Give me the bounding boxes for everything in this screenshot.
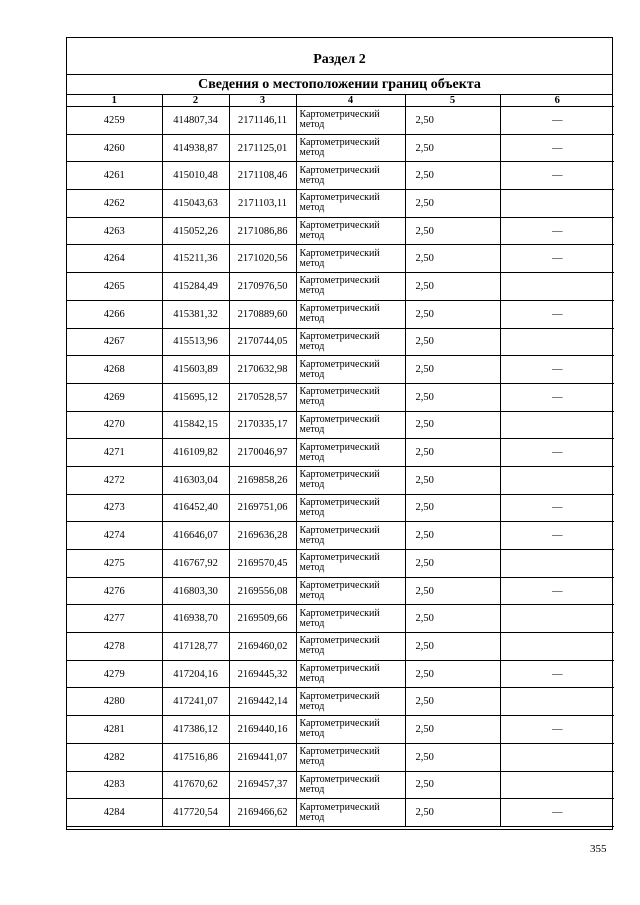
table-row: [67, 162, 614, 190]
accuracy-cell: 2,50: [405, 162, 500, 190]
description-cell: —: [500, 356, 614, 384]
x-coordinate-cell: 416938,70: [162, 605, 229, 633]
x-coordinate-cell: 415211,36: [162, 245, 229, 273]
x-coordinate-cell: 417128,77: [162, 633, 229, 661]
description-cell: —: [500, 660, 614, 688]
boundary-coordinates-table: [67, 95, 614, 827]
table-row: [67, 328, 614, 356]
accuracy-cell: 2,50: [405, 273, 500, 301]
point-number-cell: 4282: [67, 743, 162, 771]
point-number-cell: 4265: [67, 273, 162, 301]
method-cell: Картометрический метод: [296, 411, 405, 439]
column-header: 6: [500, 95, 614, 107]
accuracy-cell: 2,50: [405, 439, 500, 467]
y-coordinate-cell: 2169466,62: [229, 799, 296, 827]
table-row: [67, 439, 614, 467]
x-coordinate-cell: 415010,48: [162, 162, 229, 190]
table-row: [67, 550, 614, 578]
y-coordinate-cell: 2169441,07: [229, 743, 296, 771]
method-cell: Картометрический метод: [296, 771, 405, 799]
y-coordinate-cell: 2169858,26: [229, 466, 296, 494]
accuracy-cell: 2,50: [405, 577, 500, 605]
y-coordinate-cell: 2169445,32: [229, 660, 296, 688]
table-row: [67, 633, 614, 661]
description-cell: —: [500, 522, 614, 550]
point-number-cell: 4280: [67, 688, 162, 716]
method-cell: Картометрический метод: [296, 716, 405, 744]
method-cell: Картометрический метод: [296, 190, 405, 218]
accuracy-cell: 2,50: [405, 300, 500, 328]
accuracy-cell: 2,50: [405, 466, 500, 494]
description-cell: —: [500, 494, 614, 522]
method-cell: Картометрический метод: [296, 162, 405, 190]
table-row: [67, 494, 614, 522]
method-cell: Картометрический метод: [296, 273, 405, 301]
method-cell: Картометрический метод: [296, 799, 405, 827]
accuracy-cell: 2,50: [405, 743, 500, 771]
description-cell: —: [500, 799, 614, 827]
description-cell: —: [500, 162, 614, 190]
table-row: [67, 411, 614, 439]
point-number-cell: 4281: [67, 716, 162, 744]
accuracy-cell: 2,50: [405, 522, 500, 550]
accuracy-cell: 2,50: [405, 716, 500, 744]
x-coordinate-cell: 415513,96: [162, 328, 229, 356]
table-row: [67, 107, 614, 135]
accuracy-cell: 2,50: [405, 799, 500, 827]
table-row: [67, 577, 614, 605]
x-coordinate-cell: 415695,12: [162, 383, 229, 411]
x-coordinate-cell: 415043,63: [162, 190, 229, 218]
y-coordinate-cell: 2171108,46: [229, 162, 296, 190]
method-cell: Картометрический метод: [296, 577, 405, 605]
y-coordinate-cell: 2170046,97: [229, 439, 296, 467]
table-row: [67, 190, 614, 218]
table-row: [67, 466, 614, 494]
x-coordinate-cell: 415603,89: [162, 356, 229, 384]
point-number-cell: 4259: [67, 107, 162, 135]
description-cell: [500, 190, 614, 218]
accuracy-cell: 2,50: [405, 245, 500, 273]
y-coordinate-cell: 2169556,08: [229, 577, 296, 605]
column-header: 3: [229, 95, 296, 107]
point-number-cell: 4262: [67, 190, 162, 218]
y-coordinate-cell: 2169751,06: [229, 494, 296, 522]
column-header: 4: [296, 95, 405, 107]
table-row: [67, 300, 614, 328]
x-coordinate-cell: 415381,32: [162, 300, 229, 328]
point-number-cell: 4275: [67, 550, 162, 578]
method-cell: Картометрический метод: [296, 383, 405, 411]
accuracy-cell: 2,50: [405, 328, 500, 356]
x-coordinate-cell: 417670,62: [162, 771, 229, 799]
x-coordinate-cell: 417386,12: [162, 716, 229, 744]
accuracy-cell: 2,50: [405, 660, 500, 688]
description-cell: [500, 550, 614, 578]
y-coordinate-cell: 2169440,16: [229, 716, 296, 744]
method-cell: Картометрический метод: [296, 134, 405, 162]
description-cell: [500, 688, 614, 716]
description-cell: —: [500, 300, 614, 328]
method-cell: Картометрический метод: [296, 300, 405, 328]
table-row: [67, 356, 614, 384]
accuracy-cell: 2,50: [405, 411, 500, 439]
accuracy-cell: 2,50: [405, 383, 500, 411]
point-number-cell: 4266: [67, 300, 162, 328]
y-coordinate-cell: 2171125,01: [229, 134, 296, 162]
y-coordinate-cell: 2169457,37: [229, 771, 296, 799]
method-cell: Картометрический метод: [296, 550, 405, 578]
description-cell: —: [500, 245, 614, 273]
point-number-cell: 4278: [67, 633, 162, 661]
point-number-cell: 4283: [67, 771, 162, 799]
accuracy-cell: 2,50: [405, 107, 500, 135]
page-number: 355: [590, 843, 607, 855]
description-cell: [500, 771, 614, 799]
table-header-row: [67, 95, 614, 107]
accuracy-cell: 2,50: [405, 605, 500, 633]
point-number-cell: 4274: [67, 522, 162, 550]
x-coordinate-cell: 414938,87: [162, 134, 229, 162]
table-row: [67, 522, 614, 550]
section-title: Раздел 2: [313, 52, 366, 67]
table-row: [67, 799, 614, 827]
method-cell: Картометрический метод: [296, 605, 405, 633]
accuracy-cell: 2,50: [405, 134, 500, 162]
description-cell: —: [500, 439, 614, 467]
accuracy-cell: 2,50: [405, 190, 500, 218]
y-coordinate-cell: 2169442,14: [229, 688, 296, 716]
point-number-cell: 4269: [67, 383, 162, 411]
description-cell: [500, 605, 614, 633]
description-cell: [500, 328, 614, 356]
method-cell: Картометрический метод: [296, 356, 405, 384]
table-row: [67, 660, 614, 688]
table-row: [67, 217, 614, 245]
method-cell: Картометрический метод: [296, 743, 405, 771]
table-row: [67, 134, 614, 162]
accuracy-cell: 2,50: [405, 633, 500, 661]
y-coordinate-cell: 2169570,45: [229, 550, 296, 578]
accuracy-cell: 2,50: [405, 688, 500, 716]
point-number-cell: 4271: [67, 439, 162, 467]
method-cell: Картометрический метод: [296, 466, 405, 494]
column-header: 5: [405, 95, 500, 107]
table-row: [67, 273, 614, 301]
x-coordinate-cell: 414807,34: [162, 107, 229, 135]
method-cell: Картометрический метод: [296, 107, 405, 135]
y-coordinate-cell: 2170528,57: [229, 383, 296, 411]
accuracy-cell: 2,50: [405, 494, 500, 522]
document-frame: [66, 37, 613, 830]
table-row: [67, 771, 614, 799]
y-coordinate-cell: 2169636,28: [229, 522, 296, 550]
point-number-cell: 4277: [67, 605, 162, 633]
point-number-cell: 4284: [67, 799, 162, 827]
description-cell: [500, 411, 614, 439]
y-coordinate-cell: 2170632,98: [229, 356, 296, 384]
point-number-cell: 4279: [67, 660, 162, 688]
x-coordinate-cell: 417204,16: [162, 660, 229, 688]
y-coordinate-cell: 2170976,50: [229, 273, 296, 301]
accuracy-cell: 2,50: [405, 550, 500, 578]
description-cell: —: [500, 107, 614, 135]
table-row: [67, 605, 614, 633]
x-coordinate-cell: 415052,26: [162, 217, 229, 245]
point-number-cell: 4267: [67, 328, 162, 356]
x-coordinate-cell: 416803,30: [162, 577, 229, 605]
table-row: [67, 743, 614, 771]
y-coordinate-cell: 2169460,02: [229, 633, 296, 661]
description-cell: [500, 466, 614, 494]
x-coordinate-cell: 416109,82: [162, 439, 229, 467]
method-cell: Картометрический метод: [296, 522, 405, 550]
method-cell: Картометрический метод: [296, 245, 405, 273]
point-number-cell: 4272: [67, 466, 162, 494]
y-coordinate-cell: 2170335,17: [229, 411, 296, 439]
description-cell: —: [500, 134, 614, 162]
accuracy-cell: 2,50: [405, 217, 500, 245]
method-cell: Картометрический метод: [296, 688, 405, 716]
x-coordinate-cell: 416452,40: [162, 494, 229, 522]
description-cell: [500, 743, 614, 771]
method-cell: Картометрический метод: [296, 217, 405, 245]
point-number-cell: 4276: [67, 577, 162, 605]
point-number-cell: 4261: [67, 162, 162, 190]
table-row: [67, 383, 614, 411]
description-cell: —: [500, 577, 614, 605]
description-cell: [500, 273, 614, 301]
x-coordinate-cell: 416303,04: [162, 466, 229, 494]
table-row: [67, 245, 614, 273]
method-cell: Картометрический метод: [296, 328, 405, 356]
x-coordinate-cell: 417241,07: [162, 688, 229, 716]
accuracy-cell: 2,50: [405, 771, 500, 799]
x-coordinate-cell: 415284,49: [162, 273, 229, 301]
x-coordinate-cell: 416646,07: [162, 522, 229, 550]
description-cell: —: [500, 383, 614, 411]
method-cell: Картометрический метод: [296, 633, 405, 661]
x-coordinate-cell: 417516,86: [162, 743, 229, 771]
point-number-cell: 4264: [67, 245, 162, 273]
description-cell: —: [500, 716, 614, 744]
x-coordinate-cell: 415842,15: [162, 411, 229, 439]
method-cell: Картометрический метод: [296, 660, 405, 688]
description-cell: —: [500, 217, 614, 245]
column-header: 2: [162, 95, 229, 107]
y-coordinate-cell: 2171020,56: [229, 245, 296, 273]
point-number-cell: 4270: [67, 411, 162, 439]
y-coordinate-cell: 2170889,60: [229, 300, 296, 328]
method-cell: Картометрический метод: [296, 494, 405, 522]
method-cell: Картометрический метод: [296, 439, 405, 467]
y-coordinate-cell: 2170744,05: [229, 328, 296, 356]
accuracy-cell: 2,50: [405, 356, 500, 384]
description-cell: [500, 633, 614, 661]
point-number-cell: 4268: [67, 356, 162, 384]
y-coordinate-cell: 2171103,11: [229, 190, 296, 218]
section-subtitle: Сведения о местоположении границ объекта: [67, 74, 612, 95]
y-coordinate-cell: 2169509,66: [229, 605, 296, 633]
table-row: [67, 716, 614, 744]
y-coordinate-cell: 2171086,86: [229, 217, 296, 245]
point-number-cell: 4273: [67, 494, 162, 522]
table-row: [67, 688, 614, 716]
x-coordinate-cell: 417720,54: [162, 799, 229, 827]
point-number-cell: 4263: [67, 217, 162, 245]
point-number-cell: 4260: [67, 134, 162, 162]
y-coordinate-cell: 2171146,11: [229, 107, 296, 135]
column-header: 1: [67, 95, 162, 107]
x-coordinate-cell: 416767,92: [162, 550, 229, 578]
